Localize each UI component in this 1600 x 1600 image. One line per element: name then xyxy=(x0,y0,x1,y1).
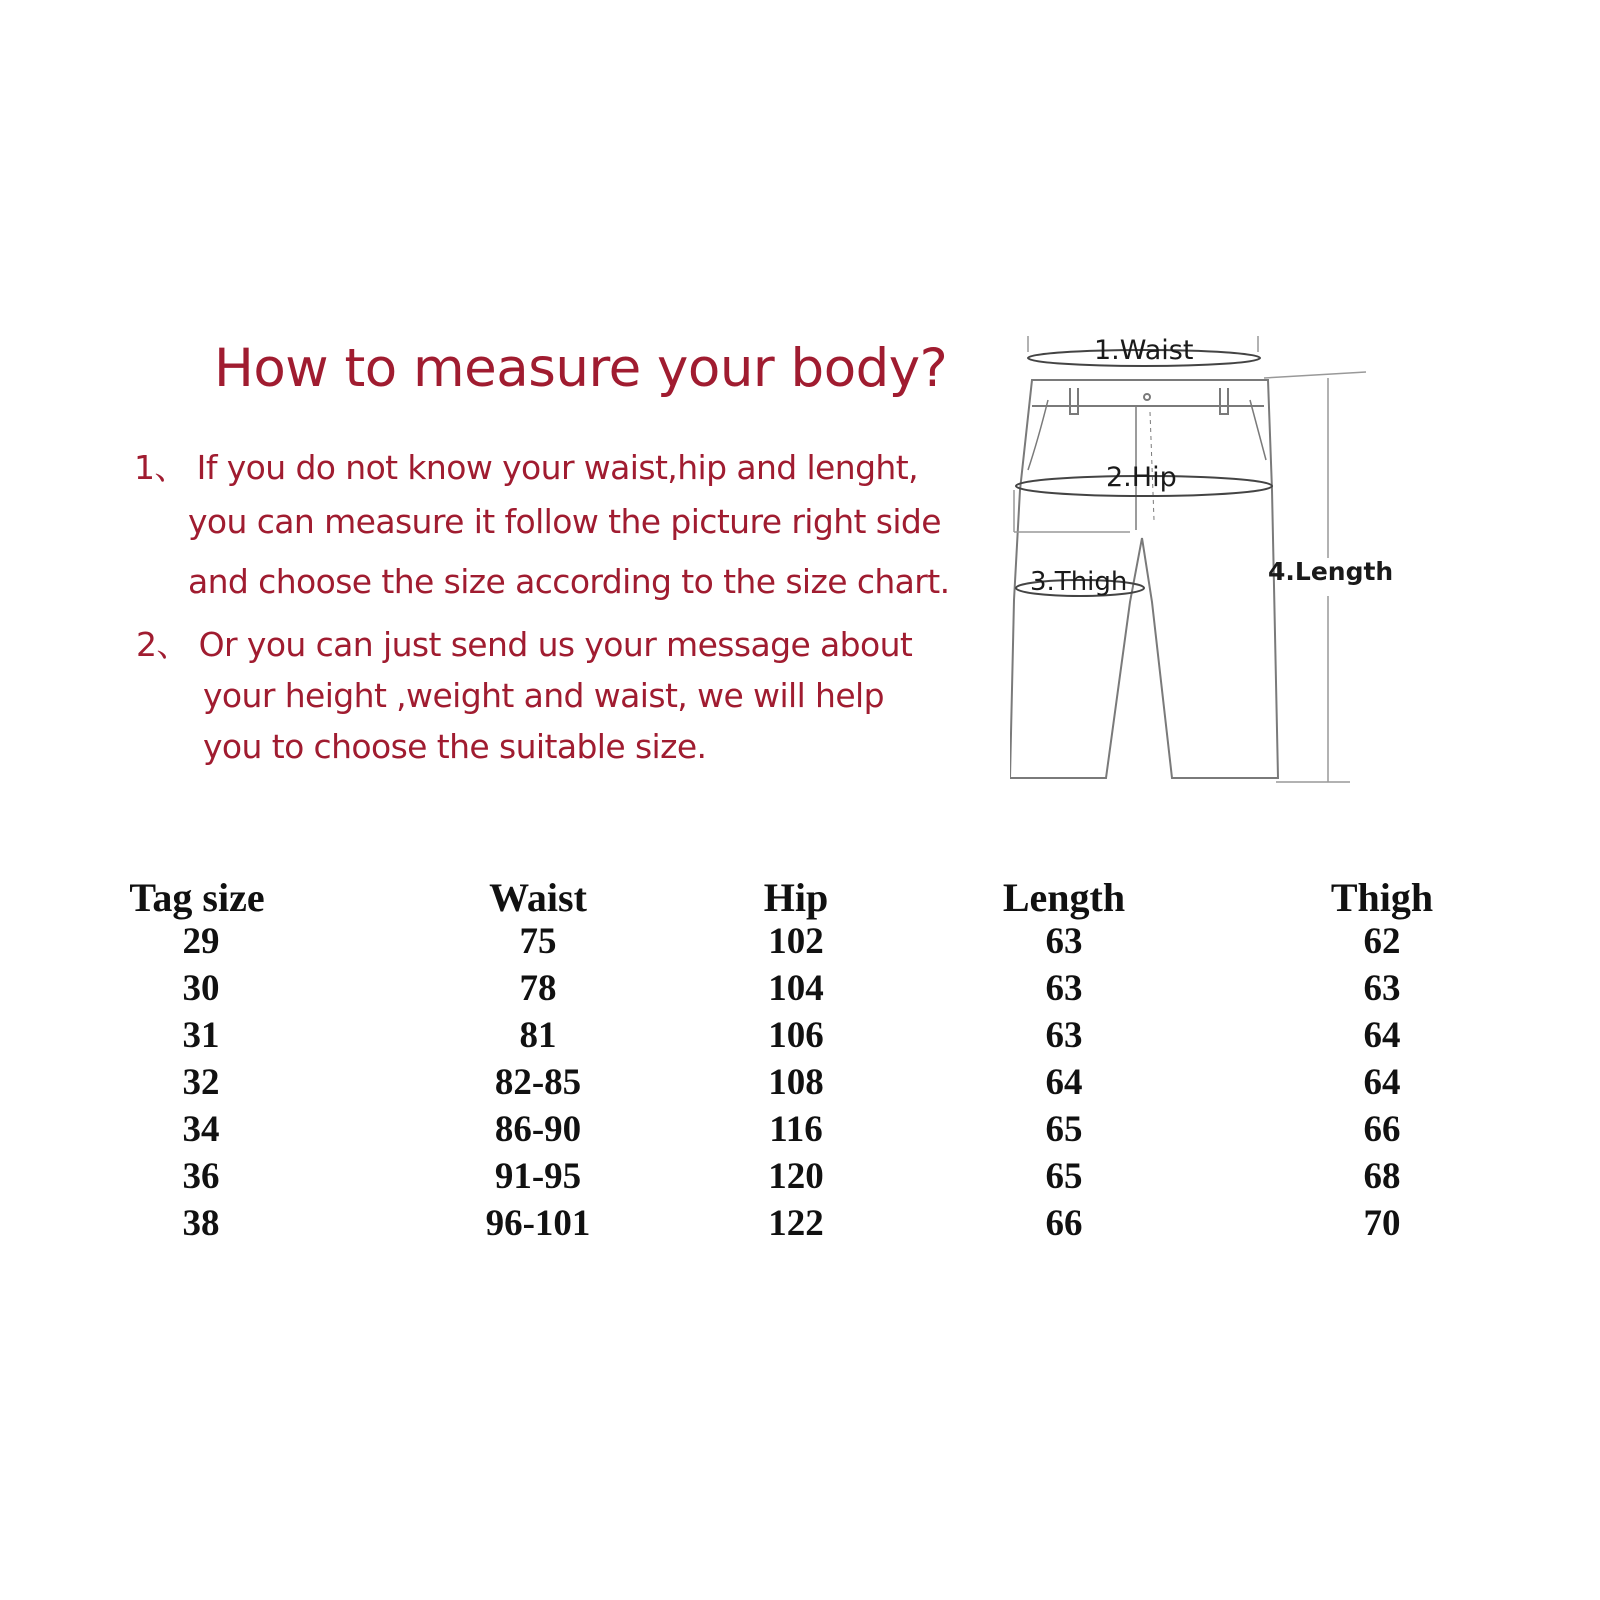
table-cell-tag-size: 29 xyxy=(182,921,220,962)
table-cell-tag-size: 34 xyxy=(182,1109,220,1150)
table-cell-waist: 82-85 xyxy=(494,1062,582,1103)
table-cell-thigh: 62 xyxy=(1363,921,1401,962)
table-cell-hip: 106 xyxy=(768,1015,824,1056)
diagram-label-thigh: 3.Thigh xyxy=(1030,567,1128,597)
table-cell-length: 65 xyxy=(1045,1156,1083,1197)
page-title: How to measure your body? xyxy=(214,338,948,399)
table-cell-length: 64 xyxy=(1045,1062,1083,1103)
instruction-line-6: you to choose the suitable size. xyxy=(203,727,707,766)
table-cell-length: 63 xyxy=(1045,1015,1083,1056)
column-header-thigh: Thigh xyxy=(1330,875,1434,920)
table-cell-thigh: 64 xyxy=(1363,1062,1401,1103)
table-cell-waist: 75 xyxy=(519,921,557,962)
table-cell-waist: 96-101 xyxy=(485,1203,591,1244)
table-cell-waist: 91-95 xyxy=(494,1156,582,1197)
diagram-label-hip: 2.Hip xyxy=(1106,462,1177,493)
table-cell-tag-size: 30 xyxy=(182,968,220,1009)
table-cell-hip: 102 xyxy=(768,921,824,962)
diagram-label-waist: 1.Waist xyxy=(1094,335,1194,366)
table-cell-tag-size: 31 xyxy=(182,1015,220,1056)
table-cell-thigh: 66 xyxy=(1363,1109,1401,1150)
diagram-label-length: 4.Length xyxy=(1268,557,1394,586)
table-cell-waist: 81 xyxy=(519,1015,557,1056)
table-cell-thigh: 63 xyxy=(1363,968,1401,1009)
table-cell-length: 63 xyxy=(1045,921,1083,962)
table-cell-tag-size: 32 xyxy=(182,1062,220,1103)
table-cell-length: 65 xyxy=(1045,1109,1083,1150)
column-header-length: Length xyxy=(1002,875,1126,920)
table-cell-tag-size: 38 xyxy=(182,1203,220,1244)
table-cell-length: 63 xyxy=(1045,968,1083,1009)
instruction-line-1: 1、 If you do not know your waist,hip and lenght, xyxy=(134,448,918,487)
column-header-waist: Waist xyxy=(489,875,587,920)
instruction-line-5: your height ,weight and waist, we will help xyxy=(203,676,884,715)
table-cell-hip: 122 xyxy=(768,1203,824,1244)
table-cell-hip: 116 xyxy=(769,1109,823,1150)
table-cell-thigh: 70 xyxy=(1363,1203,1401,1244)
table-cell-waist: 78 xyxy=(519,968,557,1009)
instruction-line-4: 2、 Or you can just send us your message about xyxy=(136,625,913,664)
column-header-hip: Hip xyxy=(763,875,829,920)
table-cell-thigh: 68 xyxy=(1363,1156,1401,1197)
table-cell-hip: 104 xyxy=(768,968,824,1009)
table-cell-hip: 108 xyxy=(768,1062,824,1103)
instruction-line-2: you can measure it follow the picture right side xyxy=(188,502,941,541)
table-cell-thigh: 64 xyxy=(1363,1015,1401,1056)
instruction-line-3: and choose the size according to the size chart. xyxy=(188,562,950,601)
column-header-tag-size: Tag size xyxy=(129,875,265,920)
table-cell-length: 66 xyxy=(1045,1203,1083,1244)
table-cell-waist: 86-90 xyxy=(494,1109,582,1150)
table-cell-tag-size: 36 xyxy=(182,1156,220,1197)
table-cell-hip: 120 xyxy=(768,1156,824,1197)
